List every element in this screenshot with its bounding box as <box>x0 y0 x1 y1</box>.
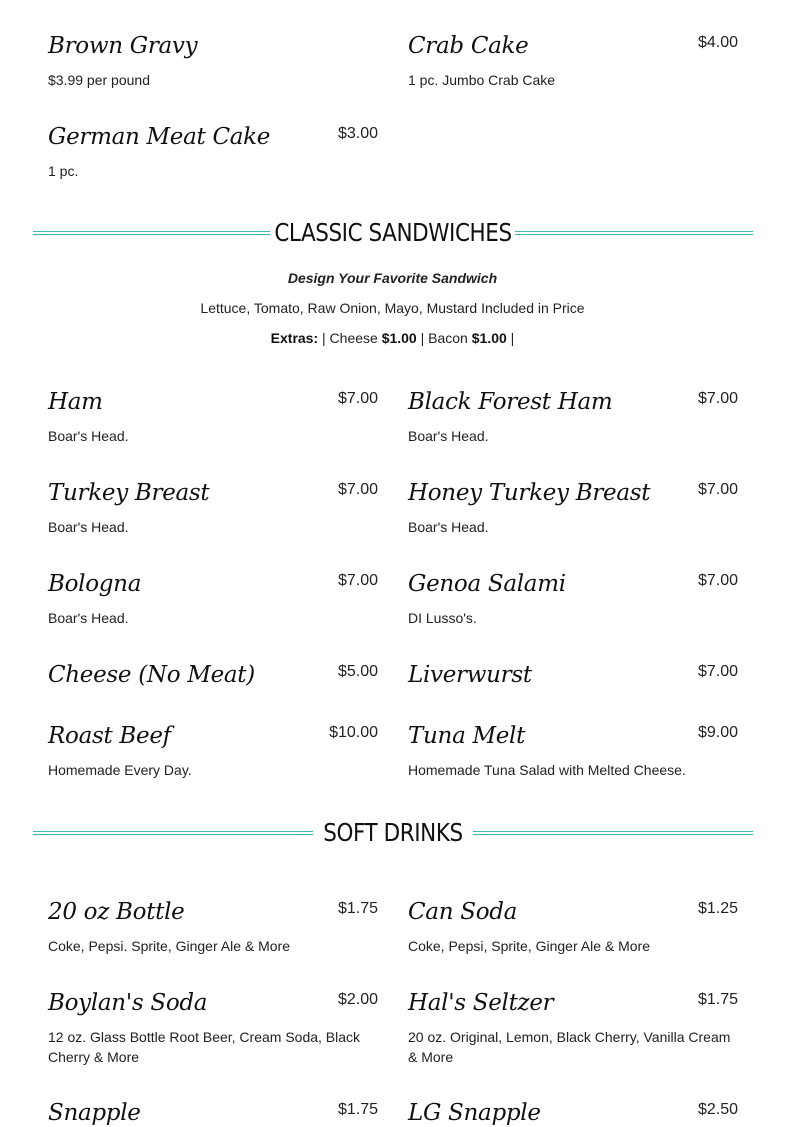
item-name: Snapple <box>48 1100 141 1126</box>
item-price: $3.00 <box>337 125 378 142</box>
item-name: Liverwurst <box>408 662 532 688</box>
section-title: CLASSIC SANDWICHES <box>274 218 512 247</box>
item-name: Brown Gravy <box>48 33 198 59</box>
extras-sep: | Bacon <box>416 330 472 346</box>
item-price: $7.00 <box>697 481 738 498</box>
item-description: $3.99 per pound <box>48 72 150 88</box>
item-description: 20 oz. Original, Lemon, Black Cherry, Vanilla Cream & More <box>408 1029 731 1065</box>
bacon-price: $1.00 <box>471 330 507 346</box>
item-name: Boylan's Soda <box>48 990 208 1016</box>
item-price: $10.00 <box>329 724 378 741</box>
item-description: Boar's Head. <box>408 428 489 444</box>
item-price: $1.75 <box>337 1101 378 1118</box>
item-price: $1.25 <box>697 900 738 917</box>
item-name: Turkey Breast <box>48 480 210 506</box>
item-price: $2.50 <box>697 1101 738 1118</box>
item-price: $7.00 <box>337 572 378 589</box>
item-description: Coke, Pepsi, Sprite, Ginger Ale & More <box>408 938 650 954</box>
item-price: $7.00 <box>697 572 738 589</box>
item-name: Ham <box>48 389 103 415</box>
item-name: Can Soda <box>408 899 518 925</box>
item-description: DI Lusso's. <box>408 610 477 626</box>
item-price: $1.75 <box>697 991 738 1008</box>
item-name: Hal's Seltzer <box>408 990 554 1016</box>
item-description: 1 pc. Jumbo Crab Cake <box>408 72 556 88</box>
item-price: $5.00 <box>337 663 378 680</box>
section-header-sandwiches <box>33 216 753 250</box>
item-name: Tuna Melt <box>408 723 526 749</box>
item-description: Coke, Pepsi. Sprite, Ginger Ale & More <box>48 938 290 954</box>
item-name: 20 oz Bottle <box>48 899 185 925</box>
item-name: German Meat Cake <box>48 124 271 150</box>
item-name: Honey Turkey Breast <box>408 480 651 506</box>
extras-note <box>0 330 785 346</box>
item-name: Cheese (No Meat) <box>48 662 255 688</box>
item-description: Boar's Head. <box>408 519 489 535</box>
extras-sep: | Cheese <box>318 330 382 346</box>
extras-sep: | <box>506 330 515 346</box>
item-price: $9.00 <box>697 724 738 741</box>
item-price: $7.00 <box>337 390 378 407</box>
item-description: 1 pc. <box>48 163 79 179</box>
item-price: $2.00 <box>337 991 378 1008</box>
item-description: Boar's Head. <box>48 610 129 626</box>
item-description: Homemade Tuna Salad with Melted Cheese. <box>408 762 686 778</box>
item-price: $7.00 <box>697 663 738 680</box>
item-name: Genoa Salami <box>408 571 566 597</box>
section-header-drinks <box>33 816 753 850</box>
item-name: LG Snapple <box>408 1100 541 1126</box>
item-price: $7.00 <box>697 390 738 407</box>
item-name: Crab Cake <box>408 33 529 59</box>
item-description: Homemade Every Day. <box>48 762 192 778</box>
section-subtitle: Design Your Favorite Sandwich <box>287 270 498 286</box>
item-name: Bologna <box>48 571 142 597</box>
item-price: $7.00 <box>337 481 378 498</box>
extras-label: Extras: <box>270 330 319 346</box>
item-price: $1.75 <box>337 900 378 917</box>
included-note: Lettuce, Tomato, Raw Onion, Mayo, Mustard Included in Price <box>200 300 585 316</box>
item-name: Roast Beef <box>48 723 171 749</box>
item-description: Boar's Head. <box>48 428 129 444</box>
item-name: Black Forest Ham <box>408 389 613 415</box>
item-description: 12 oz. Glass Bottle Root Beer, Cream Soda, Black Cherry & More <box>48 1029 361 1065</box>
item-price: $4.00 <box>697 34 738 51</box>
cheese-price: $1.00 <box>381 330 417 346</box>
section-title: SOFT DRINKS <box>323 818 463 847</box>
item-description: Boar's Head. <box>48 519 129 535</box>
